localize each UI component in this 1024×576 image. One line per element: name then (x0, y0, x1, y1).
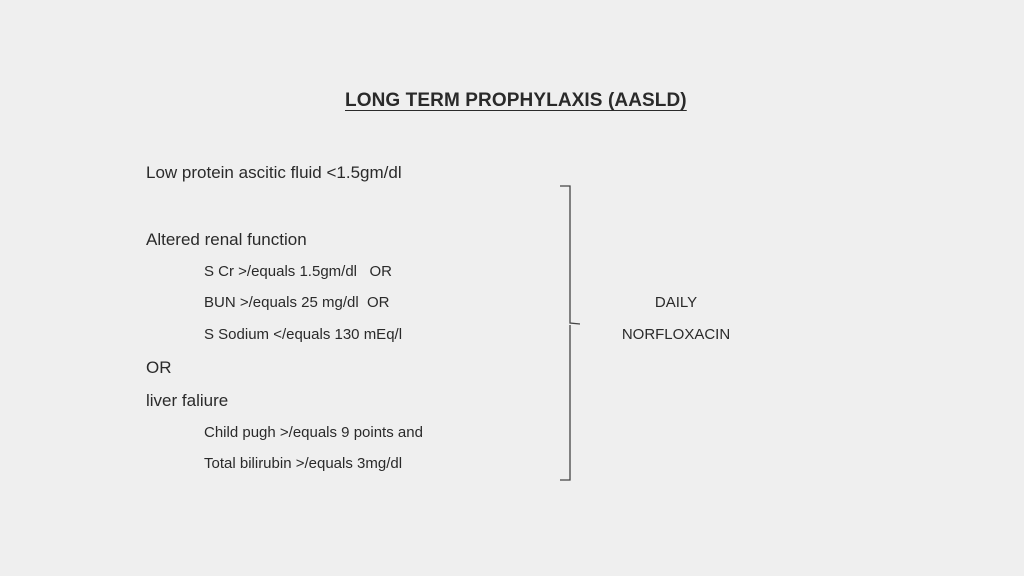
sub-criterion-sodium: S Sodium </equals 130 mEq/l (204, 326, 403, 343)
or-separator: OR (146, 358, 172, 377)
criterion-liver-failure: liver faliure (146, 391, 229, 410)
treatment-norfloxacin: NORFLOXACIN (621, 326, 731, 343)
sub-criterion-bun: BUN >/equals 25 mg/dl OR (204, 294, 390, 311)
criterion-low-protein: Low protein ascitic fluid <1.5gm/dl (146, 163, 402, 182)
sub-criterion-child-pugh: Child pugh >/equals 9 points and (204, 424, 423, 441)
right-curly-brace (556, 184, 580, 484)
sub-criterion-creatinine: S Cr >/equals 1.5gm/dl OR (204, 263, 392, 280)
slide-title: LONG TERM PROPHYLAXIS (AASLD) (345, 90, 687, 111)
criterion-renal-function: Altered renal function (146, 230, 307, 249)
treatment-daily: DAILY (654, 294, 698, 311)
brace-path (560, 186, 580, 480)
sub-criterion-bilirubin: Total bilirubin >/equals 3mg/dl (204, 455, 403, 472)
